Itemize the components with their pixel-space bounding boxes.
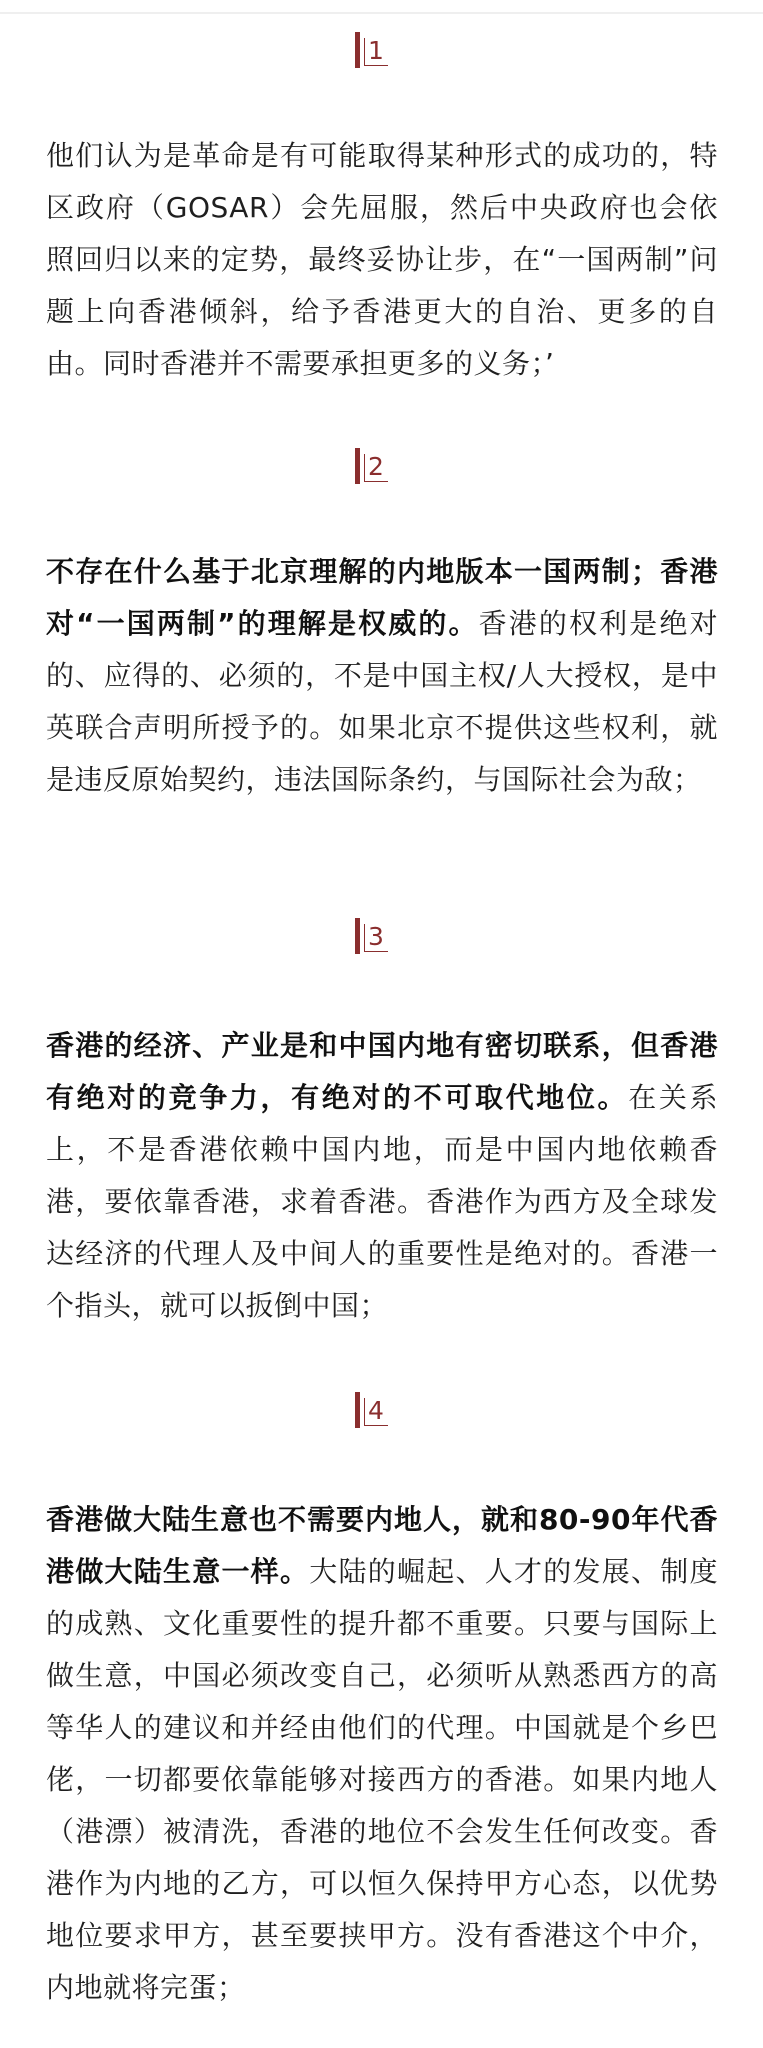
paragraph-emphasis: 香港的经济、产业是和中国内地有密切联系，但香港有绝对的竞争力，有绝对的不可取代地位。 bbox=[46, 1029, 718, 1114]
section-number: 1 bbox=[368, 36, 384, 65]
marker-bar-icon bbox=[355, 1392, 360, 1428]
section-paragraph bbox=[46, 130, 718, 390]
section-number: 4 bbox=[368, 1396, 384, 1425]
marker-bar-icon bbox=[355, 32, 360, 68]
section-number-marker bbox=[351, 30, 393, 72]
section-number-marker bbox=[351, 446, 393, 488]
top-divider bbox=[0, 12, 763, 14]
section-paragraph bbox=[46, 1494, 718, 2014]
section-number: 3 bbox=[368, 922, 384, 951]
marker-bar-icon bbox=[355, 918, 360, 954]
paragraph-emphasis: 香港做大陆生意也不需要内地人，就和80-90年代香港做大陆生意一样。 bbox=[46, 1503, 718, 1588]
section-number-marker bbox=[351, 916, 393, 958]
paragraph-emphasis: 不存在什么基于北京理解的内地版本一国两制；香港对“一国两制”的理解是权威的。 bbox=[46, 555, 718, 640]
paragraph-text: 他们认为是革命是有可能取得某种形式的成功的，特区政府（GOSAR）会先屈服，然后中央政府也会依照回归以来的定势，最终妥协让步，在“一国两制”问题上向香港倾斜，给予香港更大的自治、更多的自由。同时香港并不需要承担更多的义务；’ bbox=[46, 139, 718, 380]
section-number: 2 bbox=[368, 452, 384, 481]
paragraph-text: 香港的权利是绝对的、应得的、必须的，不是中国主权/人大授权，是中英联合声明所授予的。如果北京不提供这些权利，就是违反原始契约，违法国际条约，与国际社会为敌； bbox=[46, 607, 718, 796]
paragraph-text: 大陆的崛起、人才的发展、制度的成熟、文化重要性的提升都不重要。只要与国际上做生意，中国必须改变自己，必须听从熟悉西方的高等华人的建议和并经由他们的代理。中国就是个乡巴佬，一切都要依靠能够对接西方的香港。如果内地人（港漂）被清洗，香港的地位不会发生任何改变。香港作为内地的乙方，可以恒久保持甲方心态，以优势地位要求甲方，甚至要挟甲方。没有香港这个中介，内地就将完蛋； bbox=[46, 1555, 718, 2004]
section-number-marker bbox=[351, 1390, 393, 1432]
paragraph-text: 在关系上，不是香港依赖中国内地，而是中国内地依赖香港，要依靠香港，求着香港。香港作为西方及全球发达经济的代理人及中间人的重要性是绝对的。香港一个指头，就可以扳倒中国； bbox=[46, 1081, 718, 1322]
section-paragraph bbox=[46, 1020, 718, 1332]
section-paragraph bbox=[46, 546, 718, 806]
marker-bar-icon bbox=[355, 448, 360, 484]
